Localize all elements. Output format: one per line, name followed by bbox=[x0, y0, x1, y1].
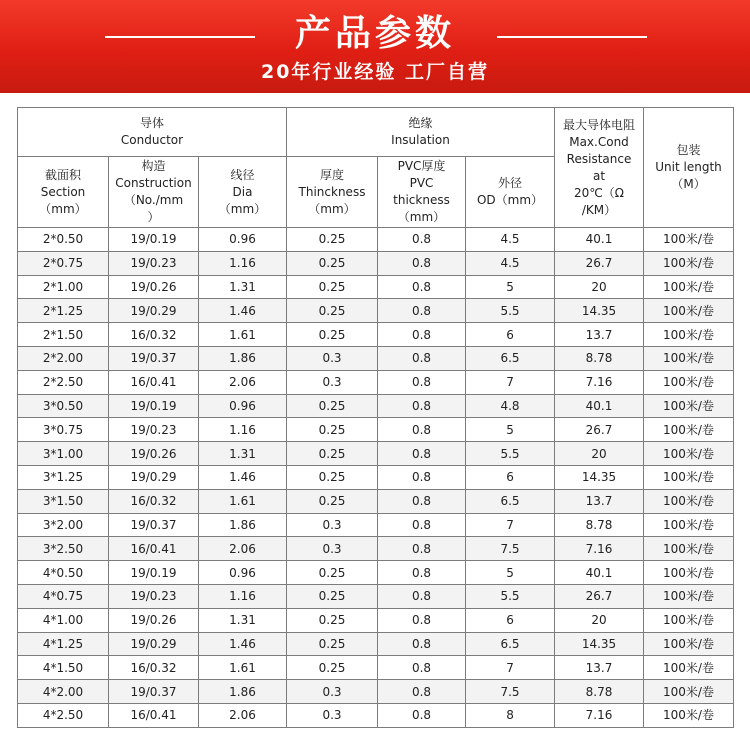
cell-pvc-thickness: 0.8 bbox=[378, 703, 466, 727]
header-banner bbox=[0, 0, 750, 93]
cell-section: 3*2.50 bbox=[18, 537, 109, 561]
cell-section: 4*2.50 bbox=[18, 703, 109, 727]
cell-resistance: 40.1 bbox=[555, 561, 644, 585]
cell-pvc-thickness: 0.8 bbox=[378, 370, 466, 394]
cell-pvc-thickness: 0.8 bbox=[378, 465, 466, 489]
cell-thickness: 0.25 bbox=[287, 275, 378, 299]
cell-od: 4.8 bbox=[466, 394, 555, 418]
cell-pvc-thickness: 0.8 bbox=[378, 584, 466, 608]
cell-thickness: 0.3 bbox=[287, 370, 378, 394]
spec-table-body bbox=[18, 228, 734, 728]
cell-od: 7.5 bbox=[466, 680, 555, 704]
cell-section: 3*2.00 bbox=[18, 513, 109, 537]
cell-thickness: 0.3 bbox=[287, 537, 378, 561]
header-section: 截面积 Section （mm） bbox=[18, 157, 109, 228]
table-row bbox=[18, 370, 734, 394]
cell-thickness: 0.25 bbox=[287, 228, 378, 252]
cell-thickness: 0.3 bbox=[287, 346, 378, 370]
cell-resistance: 13.7 bbox=[555, 489, 644, 513]
cell-unit-length: 100米/卷 bbox=[644, 323, 734, 347]
cell-resistance: 8.78 bbox=[555, 680, 644, 704]
cell-pvc-thickness: 0.8 bbox=[378, 251, 466, 275]
cell-thickness: 0.25 bbox=[287, 608, 378, 632]
banner-title: 产品参数 bbox=[294, 13, 455, 54]
cell-thickness: 0.25 bbox=[287, 632, 378, 656]
cell-dia: 2.06 bbox=[199, 703, 287, 727]
cell-dia: 1.46 bbox=[199, 632, 287, 656]
table-row bbox=[18, 656, 734, 680]
header-insulation: 绝缘 Insulation bbox=[287, 108, 555, 157]
cell-section: 2*0.50 bbox=[18, 228, 109, 252]
cell-pvc-thickness: 0.8 bbox=[378, 632, 466, 656]
cell-section: 4*1.25 bbox=[18, 632, 109, 656]
cell-dia: 1.86 bbox=[199, 513, 287, 537]
header-unit-length: 包装 Unit length （M） bbox=[644, 108, 734, 228]
cell-unit-length: 100米/卷 bbox=[644, 442, 734, 466]
cell-section: 3*0.50 bbox=[18, 394, 109, 418]
cell-resistance: 26.7 bbox=[555, 251, 644, 275]
cell-section: 3*1.50 bbox=[18, 489, 109, 513]
cell-pvc-thickness: 0.8 bbox=[378, 656, 466, 680]
cell-od: 7 bbox=[466, 656, 555, 680]
table-row bbox=[18, 703, 734, 727]
cell-construction: 19/0.23 bbox=[109, 251, 199, 275]
cell-construction: 19/0.37 bbox=[109, 346, 199, 370]
cell-od: 6.5 bbox=[466, 632, 555, 656]
cell-dia: 1.61 bbox=[199, 489, 287, 513]
cell-od: 5.5 bbox=[466, 299, 555, 323]
spec-table bbox=[17, 107, 734, 728]
cell-thickness: 0.25 bbox=[287, 251, 378, 275]
cell-dia: 0.96 bbox=[199, 228, 287, 252]
cell-section: 4*1.00 bbox=[18, 608, 109, 632]
cell-construction: 19/0.29 bbox=[109, 465, 199, 489]
header-resistance: 最大导体电阻 Max.Cond Resistance at 20℃（Ω /KM） bbox=[555, 108, 644, 228]
banner-subtitle: 20年行业经验 工厂自营 bbox=[260, 61, 490, 83]
cell-resistance: 7.16 bbox=[555, 537, 644, 561]
cell-od: 6 bbox=[466, 465, 555, 489]
table-row bbox=[18, 442, 734, 466]
cell-thickness: 0.25 bbox=[287, 299, 378, 323]
cell-resistance: 14.35 bbox=[555, 632, 644, 656]
cell-unit-length: 100米/卷 bbox=[644, 251, 734, 275]
table-row bbox=[18, 251, 734, 275]
cell-construction: 19/0.37 bbox=[109, 680, 199, 704]
cell-unit-length: 100米/卷 bbox=[644, 489, 734, 513]
cell-unit-length: 100米/卷 bbox=[644, 346, 734, 370]
cell-thickness: 0.25 bbox=[287, 442, 378, 466]
cell-od: 5 bbox=[466, 275, 555, 299]
cell-od: 6 bbox=[466, 323, 555, 347]
cell-section: 2*0.75 bbox=[18, 251, 109, 275]
cell-resistance: 7.16 bbox=[555, 370, 644, 394]
table-row bbox=[18, 465, 734, 489]
cell-unit-length: 100米/卷 bbox=[644, 275, 734, 299]
cell-construction: 19/0.37 bbox=[109, 513, 199, 537]
cell-dia: 1.61 bbox=[199, 656, 287, 680]
cell-resistance: 8.78 bbox=[555, 513, 644, 537]
cell-unit-length: 100米/卷 bbox=[644, 632, 734, 656]
cell-construction: 16/0.32 bbox=[109, 323, 199, 347]
cell-pvc-thickness: 0.8 bbox=[378, 489, 466, 513]
cell-unit-length: 100米/卷 bbox=[644, 608, 734, 632]
cell-construction: 16/0.41 bbox=[109, 370, 199, 394]
cell-unit-length: 100米/卷 bbox=[644, 584, 734, 608]
cell-resistance: 14.35 bbox=[555, 465, 644, 489]
header-dia: 线径 Dia （mm） bbox=[199, 157, 287, 228]
cell-dia: 0.96 bbox=[199, 561, 287, 585]
table-row bbox=[18, 418, 734, 442]
cell-unit-length: 100米/卷 bbox=[644, 418, 734, 442]
header-pvc-thickness: PVC厚度 PVC thickness （mm） bbox=[378, 157, 466, 228]
cell-thickness: 0.25 bbox=[287, 465, 378, 489]
cell-construction: 19/0.23 bbox=[109, 584, 199, 608]
cell-dia: 2.06 bbox=[199, 370, 287, 394]
cell-thickness: 0.25 bbox=[287, 489, 378, 513]
table-row bbox=[18, 323, 734, 347]
cell-construction: 19/0.26 bbox=[109, 442, 199, 466]
cell-unit-length: 100米/卷 bbox=[644, 465, 734, 489]
cell-section: 3*1.25 bbox=[18, 465, 109, 489]
cell-unit-length: 100米/卷 bbox=[644, 537, 734, 561]
cell-pvc-thickness: 0.8 bbox=[378, 228, 466, 252]
cell-od: 7 bbox=[466, 513, 555, 537]
cell-thickness: 0.25 bbox=[287, 418, 378, 442]
cell-thickness: 0.3 bbox=[287, 513, 378, 537]
cell-resistance: 13.7 bbox=[555, 656, 644, 680]
cell-construction: 19/0.19 bbox=[109, 228, 199, 252]
table-row bbox=[18, 275, 734, 299]
cell-thickness: 0.25 bbox=[287, 584, 378, 608]
cell-od: 5.5 bbox=[466, 442, 555, 466]
cell-pvc-thickness: 0.8 bbox=[378, 323, 466, 347]
table-row bbox=[18, 489, 734, 513]
cell-resistance: 40.1 bbox=[555, 394, 644, 418]
header-conductor: 导体 Conductor bbox=[18, 108, 287, 157]
header-thickness: 厚度 Thinckness （mm） bbox=[287, 157, 378, 228]
cell-dia: 1.86 bbox=[199, 680, 287, 704]
cell-unit-length: 100米/卷 bbox=[644, 299, 734, 323]
cell-unit-length: 100米/卷 bbox=[644, 228, 734, 252]
table-row bbox=[18, 608, 734, 632]
cell-section: 4*0.75 bbox=[18, 584, 109, 608]
cell-pvc-thickness: 0.8 bbox=[378, 537, 466, 561]
cell-pvc-thickness: 0.8 bbox=[378, 346, 466, 370]
table-row bbox=[18, 561, 734, 585]
header-od: 外径 OD（mm） bbox=[466, 157, 555, 228]
cell-resistance: 26.7 bbox=[555, 418, 644, 442]
cell-unit-length: 100米/卷 bbox=[644, 656, 734, 680]
cell-pvc-thickness: 0.8 bbox=[378, 418, 466, 442]
cell-resistance: 14.35 bbox=[555, 299, 644, 323]
cell-thickness: 0.25 bbox=[287, 323, 378, 347]
cell-od: 6 bbox=[466, 608, 555, 632]
cell-construction: 19/0.19 bbox=[109, 394, 199, 418]
cell-od: 8 bbox=[466, 703, 555, 727]
cell-pvc-thickness: 0.8 bbox=[378, 442, 466, 466]
table-row bbox=[18, 680, 734, 704]
cell-resistance: 40.1 bbox=[555, 228, 644, 252]
cell-od: 7.5 bbox=[466, 537, 555, 561]
table-row bbox=[18, 346, 734, 370]
cell-unit-length: 100米/卷 bbox=[644, 680, 734, 704]
cell-section: 3*0.75 bbox=[18, 418, 109, 442]
cell-resistance: 20 bbox=[555, 442, 644, 466]
cell-construction: 16/0.41 bbox=[109, 537, 199, 561]
cell-od: 4.5 bbox=[466, 251, 555, 275]
table-row bbox=[18, 228, 734, 252]
cell-thickness: 0.25 bbox=[287, 656, 378, 680]
cell-dia: 1.16 bbox=[199, 418, 287, 442]
cell-section: 2*1.50 bbox=[18, 323, 109, 347]
cell-dia: 1.31 bbox=[199, 442, 287, 466]
cell-construction: 16/0.41 bbox=[109, 703, 199, 727]
cell-unit-length: 100米/卷 bbox=[644, 513, 734, 537]
cell-od: 4.5 bbox=[466, 228, 555, 252]
cell-dia: 0.96 bbox=[199, 394, 287, 418]
cell-section: 4*1.50 bbox=[18, 656, 109, 680]
cell-od: 5 bbox=[466, 418, 555, 442]
cell-dia: 1.46 bbox=[199, 299, 287, 323]
cell-construction: 16/0.32 bbox=[109, 656, 199, 680]
cell-od: 7 bbox=[466, 370, 555, 394]
cell-unit-length: 100米/卷 bbox=[644, 561, 734, 585]
cell-thickness: 0.25 bbox=[287, 561, 378, 585]
cell-pvc-thickness: 0.8 bbox=[378, 394, 466, 418]
cell-pvc-thickness: 0.8 bbox=[378, 608, 466, 632]
cell-section: 3*1.00 bbox=[18, 442, 109, 466]
cell-dia: 1.86 bbox=[199, 346, 287, 370]
cell-section: 2*2.00 bbox=[18, 346, 109, 370]
cell-construction: 19/0.26 bbox=[109, 608, 199, 632]
cell-od: 6.5 bbox=[466, 346, 555, 370]
cell-section: 2*1.00 bbox=[18, 275, 109, 299]
table-row bbox=[18, 299, 734, 323]
cell-pvc-thickness: 0.8 bbox=[378, 513, 466, 537]
cell-construction: 16/0.32 bbox=[109, 489, 199, 513]
cell-resistance: 26.7 bbox=[555, 584, 644, 608]
cell-section: 2*2.50 bbox=[18, 370, 109, 394]
cell-unit-length: 100米/卷 bbox=[644, 370, 734, 394]
table-row bbox=[18, 632, 734, 656]
cell-construction: 19/0.26 bbox=[109, 275, 199, 299]
table-row bbox=[18, 537, 734, 561]
cell-dia: 1.46 bbox=[199, 465, 287, 489]
cell-dia: 1.16 bbox=[199, 251, 287, 275]
table-row bbox=[18, 394, 734, 418]
cell-pvc-thickness: 0.8 bbox=[378, 299, 466, 323]
cell-dia: 1.16 bbox=[199, 584, 287, 608]
cell-unit-length: 100米/卷 bbox=[644, 703, 734, 727]
cell-resistance: 20 bbox=[555, 608, 644, 632]
header-construction: 构造 Construction （No./mm ） bbox=[109, 157, 199, 228]
cell-construction: 19/0.29 bbox=[109, 299, 199, 323]
cell-pvc-thickness: 0.8 bbox=[378, 561, 466, 585]
cell-od: 5.5 bbox=[466, 584, 555, 608]
cell-construction: 19/0.23 bbox=[109, 418, 199, 442]
table-row bbox=[18, 584, 734, 608]
cell-thickness: 0.25 bbox=[287, 394, 378, 418]
cell-resistance: 20 bbox=[555, 275, 644, 299]
cell-thickness: 0.3 bbox=[287, 680, 378, 704]
cell-construction: 19/0.29 bbox=[109, 632, 199, 656]
cell-od: 6.5 bbox=[466, 489, 555, 513]
cell-resistance: 13.7 bbox=[555, 323, 644, 347]
cell-construction: 19/0.19 bbox=[109, 561, 199, 585]
cell-dia: 2.06 bbox=[199, 537, 287, 561]
cell-od: 5 bbox=[466, 561, 555, 585]
cell-pvc-thickness: 0.8 bbox=[378, 680, 466, 704]
cell-pvc-thickness: 0.8 bbox=[378, 275, 466, 299]
cell-thickness: 0.3 bbox=[287, 703, 378, 727]
cell-resistance: 8.78 bbox=[555, 346, 644, 370]
table-row bbox=[18, 513, 734, 537]
cell-section: 4*0.50 bbox=[18, 561, 109, 585]
cell-resistance: 7.16 bbox=[555, 703, 644, 727]
cell-dia: 1.61 bbox=[199, 323, 287, 347]
cell-section: 4*2.00 bbox=[18, 680, 109, 704]
cell-dia: 1.31 bbox=[199, 608, 287, 632]
cell-unit-length: 100米/卷 bbox=[644, 394, 734, 418]
cell-dia: 1.31 bbox=[199, 275, 287, 299]
cell-section: 2*1.25 bbox=[18, 299, 109, 323]
